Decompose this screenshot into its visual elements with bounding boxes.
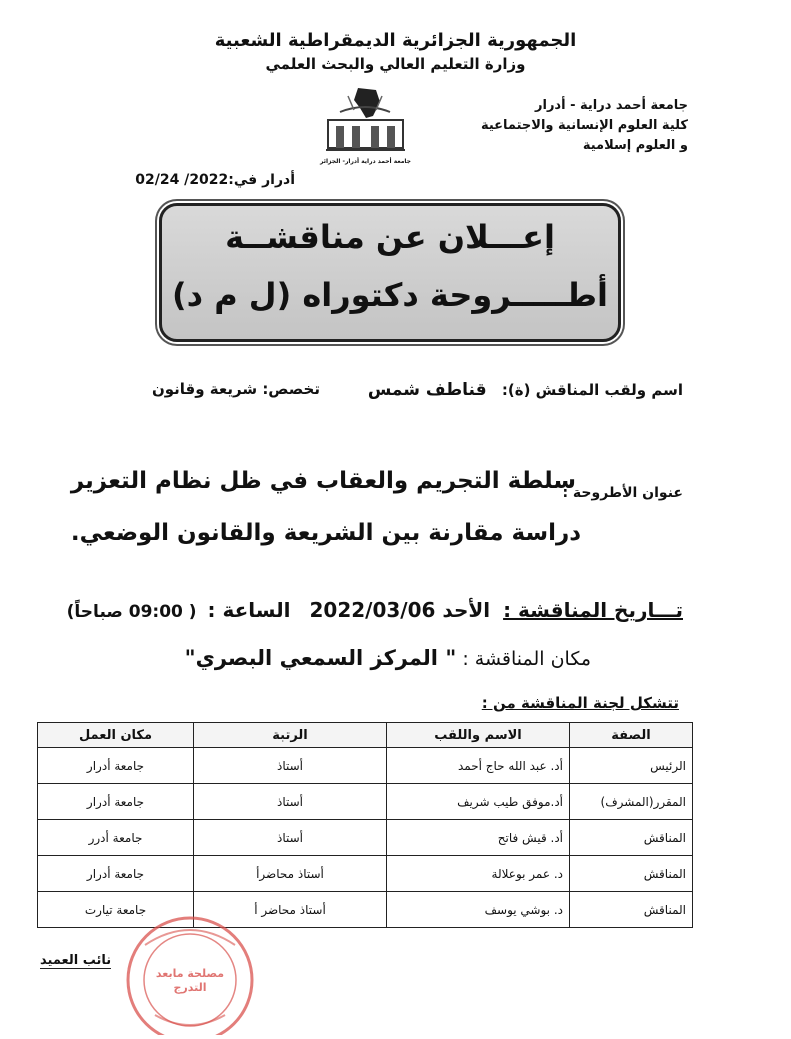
candidate-label: اسم ولقب المناقش (ة): — [501, 381, 683, 399]
thesis-title-line-2: دراسة مقارنة بين الشريعة والقانون الوضعي. — [70, 520, 581, 546]
table-row — [38, 784, 693, 820]
member-rank: أستاذ — [194, 784, 387, 820]
defense-time-label: الساعة : — [207, 598, 291, 622]
defense-time-value: ( 09:00 صباحاً) — [66, 602, 197, 622]
committee-table — [37, 722, 693, 928]
specialty-row — [100, 380, 320, 398]
issue-date: أدرار في:2022/ 02/24 — [135, 172, 295, 188]
venue-row — [185, 646, 591, 670]
candidate-name: قناطف شمس — [367, 380, 487, 400]
member-name: د. بوشي يوسف — [387, 892, 570, 928]
member-role: المقرر(المشرف) — [570, 784, 693, 820]
candidate-row — [353, 380, 683, 400]
university-logo-icon — [318, 82, 413, 162]
announcement-title-box — [159, 203, 621, 342]
member-role: المناقش — [570, 856, 693, 892]
defense-date-row — [63, 598, 683, 622]
faculty-line-2: و العلوم إسلامية — [582, 138, 688, 153]
committee-header-row — [38, 723, 693, 748]
header-name: الاسم واللقب — [387, 723, 570, 748]
dean-signature-label: نائب العميد — [40, 953, 112, 968]
member-rank: أستاذ محاضرأ — [194, 856, 387, 892]
thesis-label: عنوان الأطروحة : — [562, 485, 683, 501]
member-name: أد. عبد الله حاج أحمد — [387, 748, 570, 784]
header-rank: الرتبة — [194, 723, 387, 748]
member-workplace: جامعة أدرار — [38, 856, 194, 892]
table-row — [38, 856, 693, 892]
committee-title: تتشكل لجنة المناقشة من : — [481, 694, 679, 712]
member-name: أد. قيش فاتح — [387, 820, 570, 856]
defense-date-value: الأحد 2022/03/06 — [309, 598, 491, 622]
specialty-label: تخصص: — [262, 380, 320, 398]
member-workplace: جامعة تيارت — [38, 892, 194, 928]
university-name: جامعة أحمد دراية - أدرار — [535, 98, 688, 113]
stamp-text: مصلحة مابعد التدرج — [155, 967, 225, 994]
member-rank: أستاذ — [194, 748, 387, 784]
thesis-title-line-1: سلطة التجريم والعقاب في ظل نظام التعزير — [70, 468, 576, 494]
faculty-line-1: كلية العلوم الإنسانية والاجتماعية — [480, 118, 688, 133]
header-workplace: مكان العمل — [38, 723, 194, 748]
venue-label: مكان المناقشة : — [462, 648, 591, 670]
defense-date-label: تـــاريخ المناقشة : — [503, 598, 683, 622]
logo-caption: جامعة أحمد دراية أدرار- الجزائر — [319, 158, 412, 165]
university-block — [438, 96, 688, 156]
member-rank: أستاذ محاضر أ — [194, 892, 387, 928]
member-role: الرئيس — [570, 748, 693, 784]
announcement-subtitle: أطـــــروحة دكتوراه (ل م د) — [172, 276, 608, 314]
member-workplace: جامعة أدرار — [38, 784, 194, 820]
ministry-heading: وزارة التعليم العالي والبحث العلمي — [265, 55, 526, 73]
member-workplace: جامعة أدرار — [38, 748, 194, 784]
header-role: الصفة — [570, 723, 693, 748]
table-row — [38, 820, 693, 856]
table-row — [38, 748, 693, 784]
member-rank: أستاذ — [194, 820, 387, 856]
member-role: المناقش — [570, 820, 693, 856]
member-workplace: جامعة أدرر — [38, 820, 194, 856]
member-name: د. عمر بوعلالة — [387, 856, 570, 892]
member-name: أد.موفق طيب شريف — [387, 784, 570, 820]
venue-name: " المركز السمعي البصري" — [184, 646, 457, 670]
specialty-value: شريعة وقانون — [151, 380, 258, 398]
official-stamp-icon — [115, 905, 265, 1035]
announcement-title: إعـــلان عن مناقشــة — [225, 218, 555, 256]
republic-heading: الجمهورية الجزائرية الديمقراطية الشعبية — [214, 30, 577, 51]
member-role: المناقش — [570, 892, 693, 928]
